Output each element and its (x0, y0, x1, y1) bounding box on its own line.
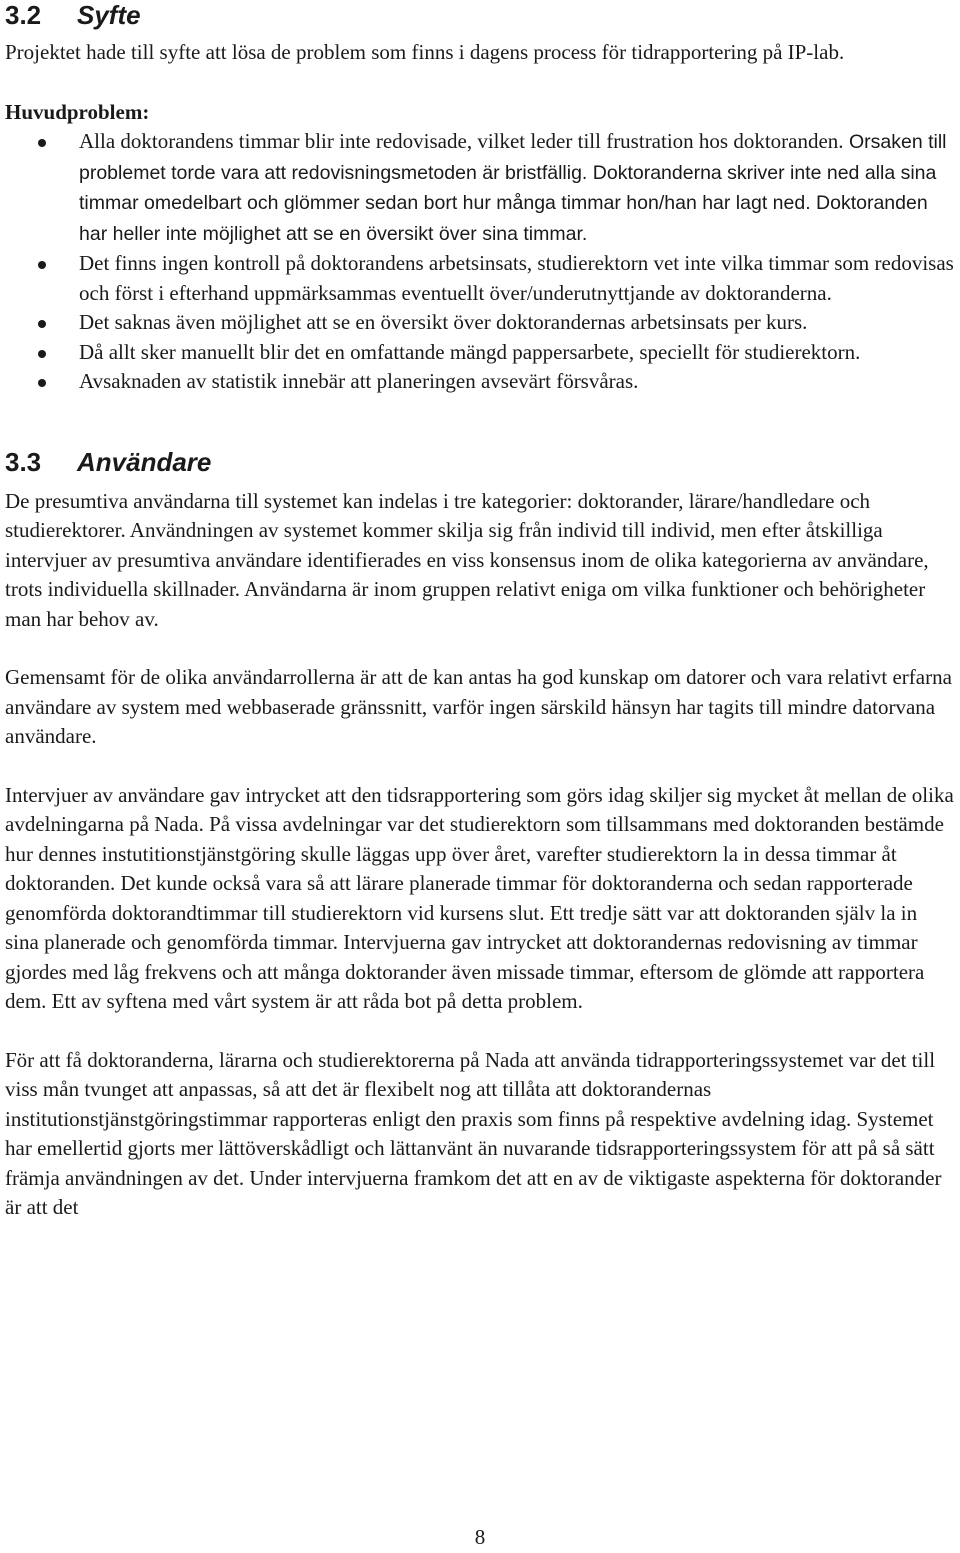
bullet-icon (38, 320, 46, 328)
list-item-text: Alla doktorandens timmar blir inte redovisade, vilket leder till frustration hos doktoranden. (79, 129, 844, 153)
bullet-icon (38, 379, 46, 387)
body-paragraph: För att få doktoranderna, lärarna och studierektorerna på Nada att använda tidrapporteringssystemet var det till viss mån tvunget att anpassas, så att det är flexibelt nog att tillåta att doktorandernas institutionstjänstgöringstimmar rapporteras enligt den praxis som finns på respektive avdelning idag. Systemet har emellertid gjorts mer lättöverskådligt och lättanvänt än nuvarande tidsrapporteringssystem för att på så sätt främja användningen av det. Under intervjuerna framkom det att en av de viktigaste aspekterna för doktorander är att det (5, 1047, 942, 1219)
section-number: 3.2 (5, 0, 42, 30)
bullet-icon (38, 261, 46, 269)
document-page (5, 0, 955, 1223)
bullet-icon (38, 139, 46, 147)
list-item-text: Det finns ingen kontroll på doktorandens arbetsinsats, studierektorn vet inte vilka timmar som redovisas och först i efterhand uppmärksammas eventuellt över/underutnyttjande av doktoranderna. (79, 251, 954, 305)
subheading-huvudproblem: Huvudproblem: (5, 99, 150, 124)
section-number: 3.3 (5, 446, 42, 477)
section-title: Syfte (77, 0, 141, 30)
list-item-text: Då allt sker manuellt blir det en omfattande mängd pappersarbete, speciellt för studierektorn. (79, 339, 861, 364)
list-item-text: Det saknas även möjlighet att se en översikt över doktorandernas arbetsinsats per kurs. (79, 310, 808, 334)
intro-paragraph: Projektet hade till syfte att lösa de problem som finns i dagens process för tidrapportering på IP-lab. (5, 40, 845, 64)
list-item (5, 249, 955, 308)
list-item (5, 367, 955, 397)
list-item-text-sans: Orsaken till problemet torde vara att redovisningsmetoden är bristfällig. Doktoranderna skriver inte ned alla sina timmar omedelbart och glömmer sedan bort hur många timmar hon/han har lagt ned. Doktoranden har heller inte möjlighet att se en översikt över sina timmar. (79, 131, 947, 245)
body-paragraph: Intervjuer av användare gav intrycket att den tidsrapportering som görs idag skiljer sig mycket åt mellan de olika avdelningarna på Nada. På vissa avdelningar var det studierektorn som tillsammans med doktoranden bestämde hur dennes instutitionstjänstgöring skulle läggas upp över året, varefter studierektorn la in dessa timmar åt doktoranden. Det kunde också vara så att lärare planerade timmar för doktoranderna och sedan rapporterade genomförda doktorandtimmar till studierektorn vid kursens slut. Ett tredje sätt var att doktoranden själv la in sina planerade och genomförda timmar. Intervjuerna gav intrycket att doktorandernas redovisning av timmar gjordes med låg frekvens och att många doktorander även missade timmar, eftersom de glömde att rapportera dem. Ett av syftena med vårt system är att råda bot på detta problem. (5, 782, 954, 1013)
page-number: 8 (474, 1525, 486, 1549)
bullet-icon (38, 350, 46, 358)
list-item (5, 338, 955, 368)
problem-list (5, 127, 955, 397)
list-item-text: Avsaknaden av statistik innebär att planeringen avsevärt försvåras. (79, 369, 639, 393)
body-paragraph: Gemensamt för de olika användarrollerna är att de kan antas ha god kunskap om datorer och vara relativt erfarna användare av system med webbaserade gränssnitt, varför ingen särskild hänsyn har tagits till mindre datorvana användare. (5, 665, 952, 748)
section-heading-syfte (5, 0, 955, 30)
section-heading-anvandare (5, 447, 955, 477)
body-paragraph: De presumtiva användarna till systemet kan indelas i tre kategorier: doktorander, lärare/handledare och studierektorer. Användningen av systemet kommer skilja sig från individ till individ, men efter åtskilliga intervjuer av presumtiva användare identifierades en viss konsensus inom de olika kategorierna av användare, trots individuella skillnader. Användarna är inom gruppen relativt eniga om vilka funktioner och behörigheter man har behov av. (5, 488, 929, 631)
list-item (5, 127, 955, 249)
list-item (5, 308, 955, 338)
section-title: Användare (77, 446, 212, 477)
